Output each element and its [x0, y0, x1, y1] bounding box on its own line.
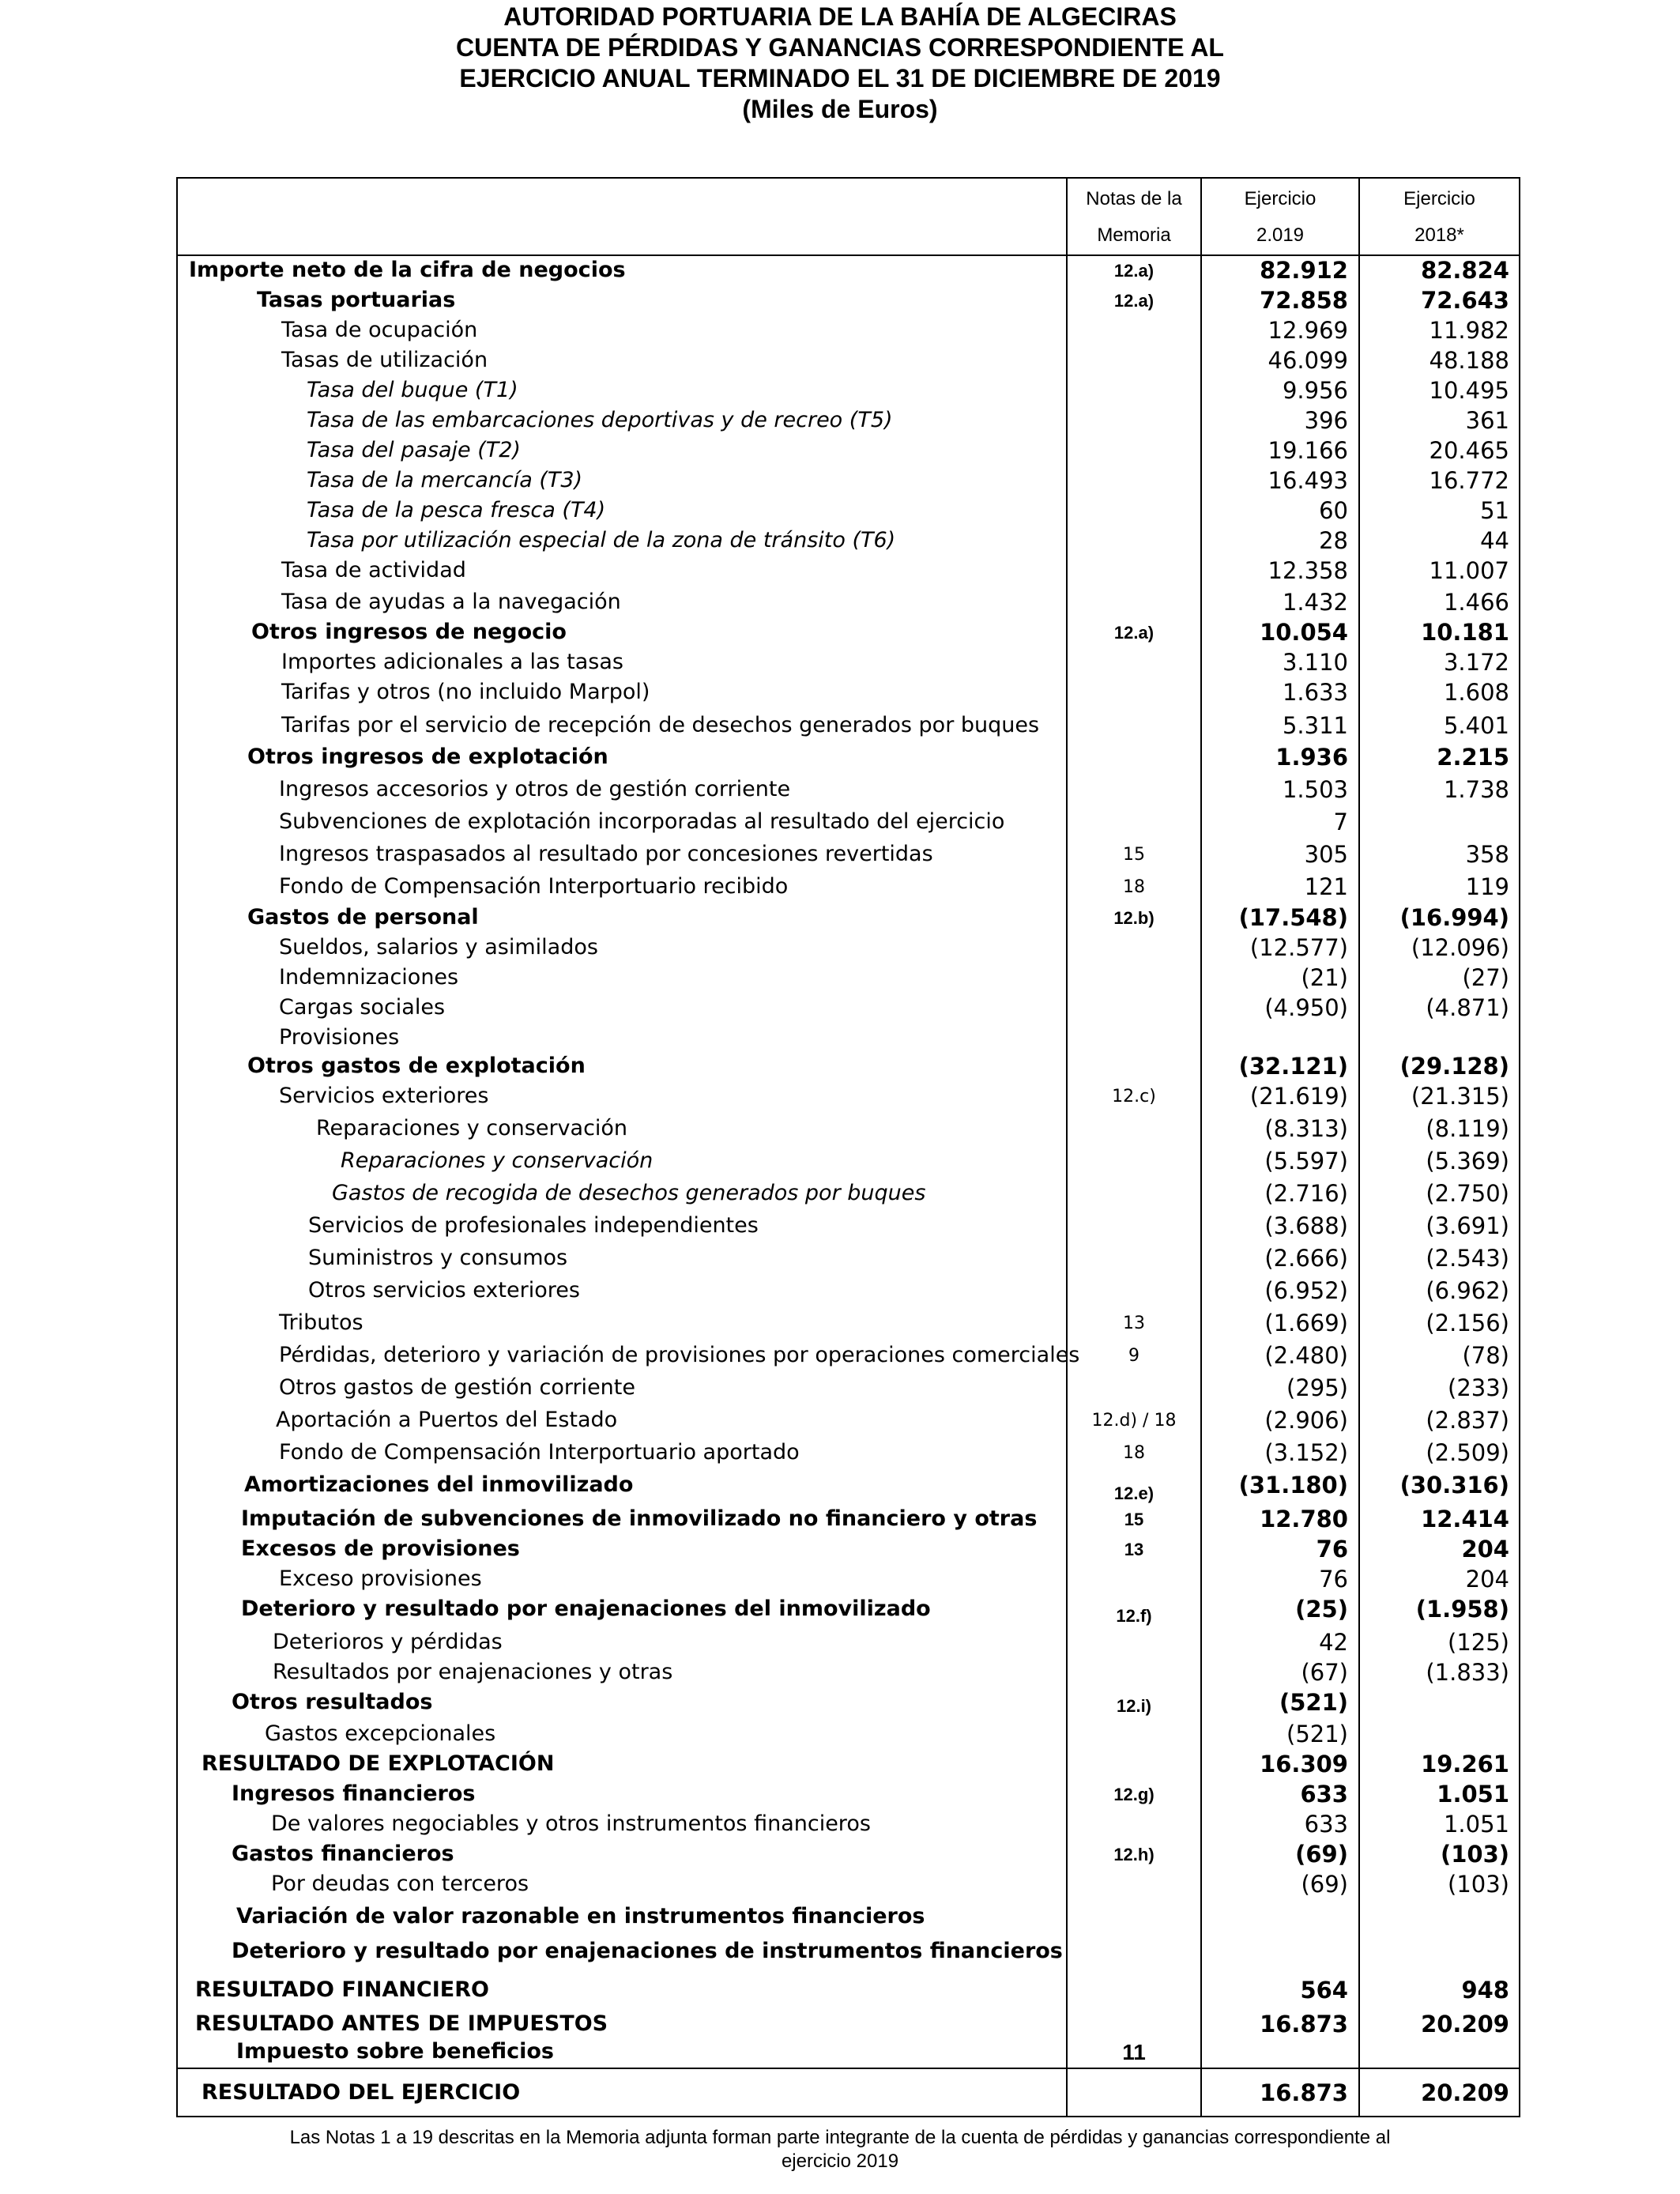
table-row: Gastos excepcionales (521) — [265, 1721, 1348, 1747]
table-row: Variación de valor razonable en instrumentos financieros — [236, 1904, 925, 1928]
header-entity: AUTORIDAD PORTUARIA DE LA BAHÍA DE ALGECIRAS — [503, 2, 1177, 31]
table-row: Tasa de actividad 12.358 11.007 — [281, 557, 1509, 584]
table-row: Tasa de las embarcaciones deportivas y de recreo (T5) 396 361 — [307, 407, 1509, 434]
table-row: Ingresos accesorios y otros de gestión corriente 1.503 1.738 — [279, 776, 1509, 803]
table-row: RESULTADO FINANCIERO 564 948 — [195, 1977, 1509, 2004]
table-row: Reparaciones y conservación (5.597) (5.369) — [341, 1148, 1509, 1174]
table-row: Sueldos, salarios y asimilados (12.577) (12.096) — [279, 934, 1509, 961]
table-row: Servicios de profesionales independientes (3.688) (3.691) — [308, 1212, 1509, 1239]
table-row: Otros servicios exteriores (6.952) (6.962) — [308, 1277, 1509, 1304]
table-row: Tasa de la pesca fresca (T4) 60 51 — [307, 497, 1509, 524]
table-row: Aportación a Puertos del Estado 12.d) / 18 (2.906) (2.837) — [276, 1407, 1509, 1434]
table-row: Ingresos traspasados al resultado por concesiones revertidas 15 305 358 — [279, 841, 1509, 868]
table-row: Subvenciones de explotación incorporadas al resultado del ejercicio 7 — [279, 809, 1348, 835]
table-row: Excesos de provisiones 13 76 204 — [241, 1536, 1509, 1563]
table-row: Tarifas y otros (no incluido Marpol) 1.633 1.608 — [281, 679, 1509, 706]
table-row: RESULTADO DE EXPLOTACIÓN 16.309 19.261 — [202, 1751, 1509, 1777]
table-row: Impuesto sobre beneficios 11 — [236, 2039, 1146, 2064]
column-header-2019: Ejercicio 2.019 — [1244, 188, 1317, 246]
column-header-notes: Notas de la Memoria — [1086, 188, 1182, 246]
table-row: Provisiones — [279, 1025, 400, 1050]
table-row: Servicios exteriores 12.c) (21.619) (21.315) — [279, 1083, 1509, 1110]
table-row: Otros ingresos de negocio 12.a) 10.054 10.181 — [251, 619, 1509, 646]
table-row: Otros ingresos de explotación 1.936 2.215 — [247, 744, 1509, 771]
table-row: RESULTADO DEL EJERCICIO 16.873 20.209 — [202, 2079, 1509, 2106]
table-row: Gastos de recogida de desechos generados por buques (2.716) (2.750) — [332, 1180, 1509, 1207]
table-row: Tasas de utilización 46.099 48.188 — [281, 347, 1509, 374]
table-row: Indemnizaciones (21) (27) — [279, 964, 1509, 991]
document-header — [0, 0, 1680, 125]
table-row: Otros gastos de gestión corriente (295) (233) — [279, 1374, 1509, 1401]
table-row: De valores negociables y otros instrumentos financieros 633 1.051 — [271, 1811, 1509, 1838]
table-row: Otros gastos de explotación (32.121) (29.128) — [247, 1053, 1509, 1080]
footnote: Las Notas 1 a 19 descritas en la Memoria adjunta forman parte integrante de la cuenta de pérdidas y ganancias correspondiente al ejercicio 2019 — [289, 2127, 1391, 2172]
table-row: Importes adicionales a las tasas 3.110 3.172 — [281, 649, 1509, 676]
table-row: Tasa del pasaje (T2) 19.166 20.465 — [307, 437, 1509, 464]
table-row: Deterioros y pérdidas 42 (125) — [273, 1629, 1509, 1656]
table-row: Importe neto de la cifra de negocios 12.a) 82.912 82.824 — [189, 257, 1509, 284]
table-row: Deterioro y resultado por enajenaciones del inmovilizado 12.f) (25) (1.958) — [241, 1596, 1509, 1626]
table-row: Pérdidas, deterioro y variación de provisiones por operaciones comerciales 9 (2.480) (78) — [279, 1342, 1509, 1369]
table-row: Amortizaciones del inmovilizado 12.e) (31.180) (30.316) — [244, 1472, 1509, 1503]
table-row: Gastos de personal 12.b) (17.548) (16.994) — [247, 904, 1509, 931]
table-row: Ingresos financieros 12.g) 633 1.051 — [232, 1781, 1509, 1808]
total-divider — [178, 2068, 1519, 2069]
header-units: (Miles de Euros) — [742, 95, 938, 123]
table-row: Fondo de Compensación Interportuario recibido 18 121 119 — [279, 873, 1509, 900]
income-statement-table — [176, 177, 1520, 2117]
header-statement: CUENTA DE PÉRDIDAS Y GANANCIAS CORRESPONDIENTE AL — [456, 33, 1224, 62]
table-row: Resultados por enajenaciones y otras (67) (1.833) — [273, 1659, 1509, 1686]
table-row: Tasa de ocupación 12.969 11.982 — [281, 317, 1509, 344]
table-row: Tasa por utilización especial de la zona de tránsito (T6) 28 44 — [307, 527, 1509, 554]
table-row: Tasa del buque (T1) 9.956 10.495 — [307, 377, 1509, 404]
table-row: Gastos financieros 12.h) (69) (103) — [232, 1841, 1509, 1868]
table-row: Deterioro y resultado por enajenaciones de instrumentos financieros — [232, 1939, 1063, 1963]
table-row: Otros resultados 12.i) (521) — [232, 1689, 1348, 1716]
table-row: Exceso provisiones 76 204 — [279, 1566, 1509, 1593]
table-row: Imputación de subvenciones de inmovilizado no financiero y otras 15 12.780 12.414 — [241, 1506, 1509, 1532]
table-row: Cargas sociales (4.950) (4.871) — [279, 994, 1509, 1021]
table-row: Tarifas por el servicio de recepción de desechos generados por buques 5.311 5.401 — [281, 712, 1509, 739]
table-row: Fondo de Compensación Interportuario aportado 18 (3.152) (2.509) — [279, 1439, 1509, 1466]
table-row: Tasas portuarias 12.a) 72.858 72.643 — [257, 287, 1509, 314]
table-row: Tributos 13 (1.669) (2.156) — [279, 1310, 1509, 1336]
header-period: EJERCICIO ANUAL TERMINADO EL 31 DE DICIEMBRE DE 2019 — [459, 64, 1221, 92]
table-row: Suministros y consumos (2.666) (2.543) — [308, 1245, 1509, 1272]
column-header-2018: Ejercicio 2018* — [1403, 188, 1475, 246]
table-row: Tasa de ayudas a la navegación 1.432 1.466 — [281, 589, 1509, 616]
table-row: Tasa de la mercancía (T3) 16.493 16.772 — [307, 467, 1509, 494]
table-row: Por deudas con terceros (69) (103) — [271, 1871, 1509, 1898]
table-row: Reparaciones y conservación (8.313) (8.119) — [316, 1115, 1509, 1142]
table-row: RESULTADO ANTES DE IMPUESTOS 16.873 20.209 — [195, 2011, 1509, 2038]
